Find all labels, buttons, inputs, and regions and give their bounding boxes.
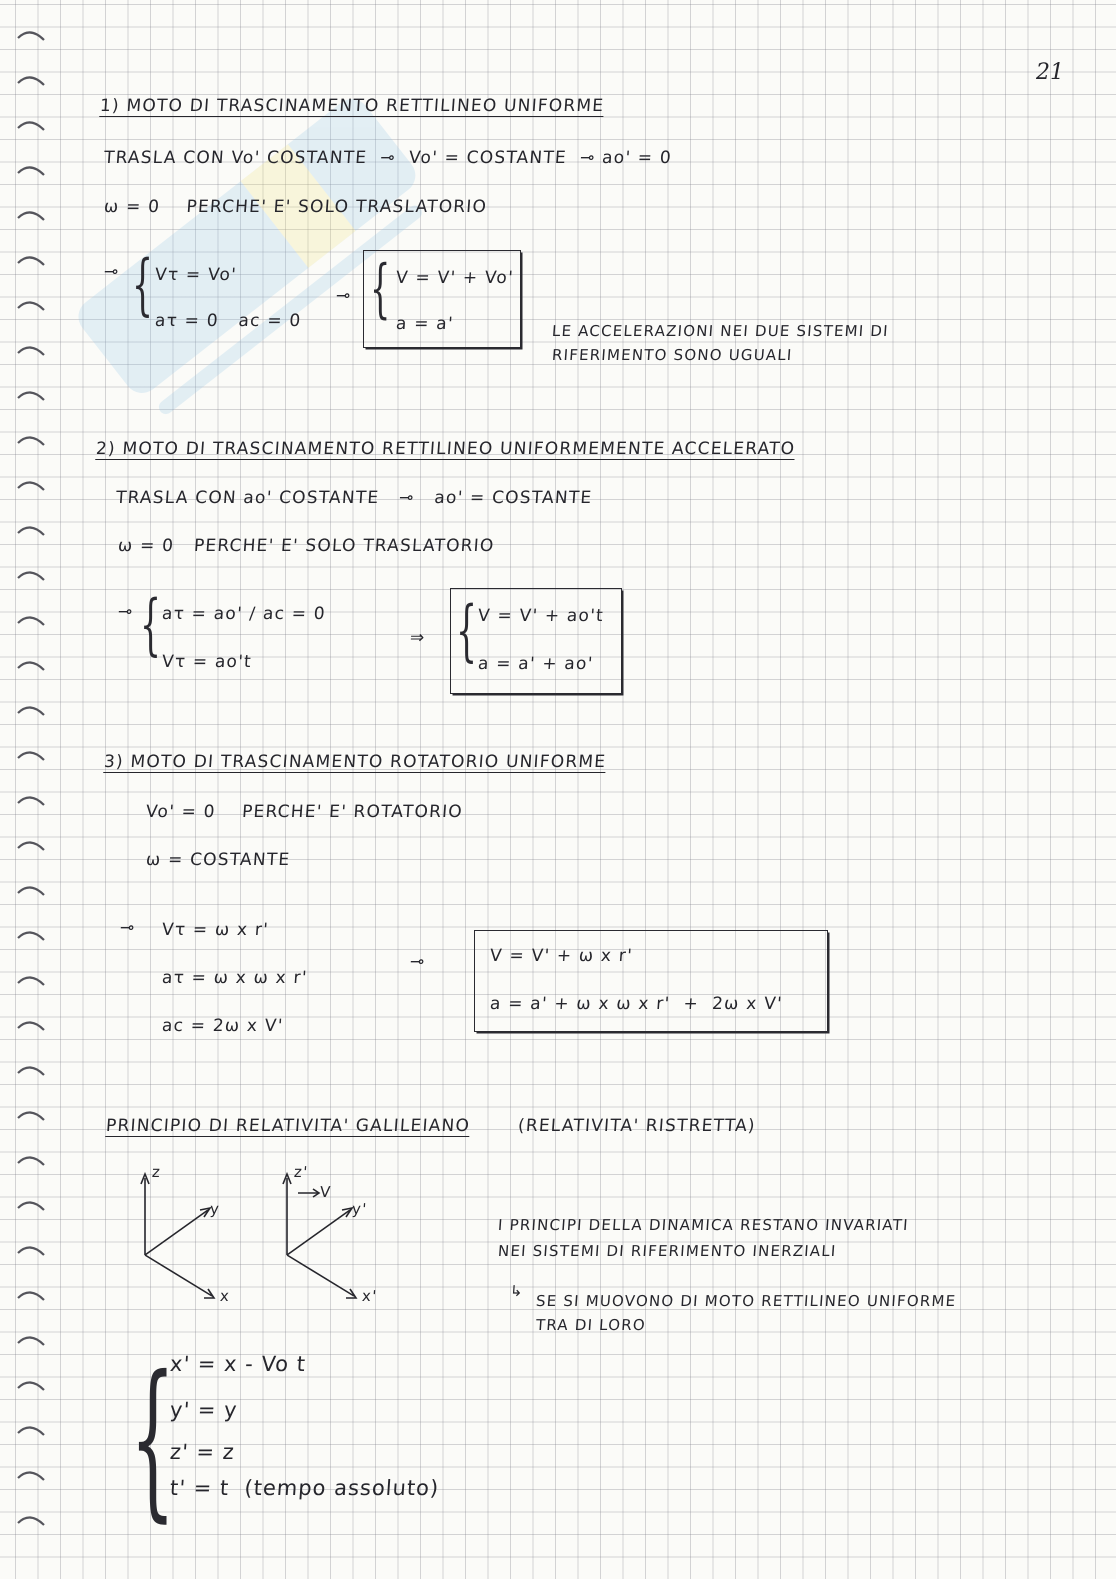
section-1-note-line-2: RIFERIMENTO SONO UGUALI <box>551 346 794 364</box>
implies-arrow: ⊸ <box>103 262 121 282</box>
section-1-note-line-1: LE ACCELERAZIONI NEI DUE SISTEMI DI <box>551 322 890 340</box>
section-3-system-row-1: Vτ = ω x r' <box>161 920 270 940</box>
section-4-condition-line-1: SE SI MUOVONO DI MOTO RETTILINEO UNIFORME <box>535 1292 957 1310</box>
implies-arrow: ⇒ <box>409 628 427 648</box>
sub-arrow: ↳ <box>509 1282 525 1300</box>
implies-arrow: ⊸ <box>409 952 427 972</box>
implies-arrow: ⊸ <box>117 602 135 622</box>
section-4-condition-line-2: TRA DI LORO <box>535 1316 647 1334</box>
brace-left: { <box>132 246 153 323</box>
section-2-system-row-2: Vτ = ao't <box>161 652 253 672</box>
galilean-transform-y: y' = y <box>169 1398 239 1422</box>
section-2-result-row-1: V = V' + ao't <box>477 606 605 626</box>
section-1-system-row-1: Vτ = Vo' <box>154 265 238 285</box>
section-4-statement-line-2: NEI SISTEMI DI RIFERIMENTO INERZIALI <box>497 1242 838 1260</box>
section-2-title: 2) MOTO DI TRASCINAMENTO RETTILINEO UNIFORMEMENTE ACCELERATO <box>95 439 796 459</box>
page-number: 21 <box>1036 60 1064 85</box>
galilean-transform-z: z' = z <box>169 1440 236 1464</box>
axis-label-z-prime: z' <box>293 1163 310 1181</box>
section-2-line-1: TRASLA CON ao' COSTANTE ⊸ ao' = COSTANTE <box>115 488 593 508</box>
section-4-title: PRINCIPIO DI RELATIVITA' GALILEIANO <box>105 1116 471 1136</box>
section-3-system-row-2: aτ = ω x ω x r' <box>161 968 309 988</box>
section-4-subtitle: (RELATIVITA' RISTRETTA) <box>517 1116 757 1136</box>
brace-left: { <box>456 592 477 669</box>
axis-label-x: x <box>219 1287 231 1305</box>
axis-label-y-prime: y' <box>351 1200 369 1218</box>
section-2-system-row-1: aτ = ao' / ac = 0 <box>161 604 327 624</box>
galilean-transform-t: t' = t (tempo assoluto) <box>169 1476 441 1500</box>
axis-label-z: z <box>151 1163 162 1181</box>
brace-left: { <box>130 1340 176 1538</box>
section-3-result-row-2: a = a' + ω x ω x r' + 2ω x V' <box>489 994 784 1014</box>
section-1-line-2: ω = 0 PERCHE' E' SOLO TRASLATORIO <box>103 197 488 217</box>
section-1-system-row-2: aτ = 0 ac = 0 <box>154 311 303 331</box>
velocity-label: V <box>319 1183 333 1201</box>
section-3-line-2: ω = COSTANTE <box>145 850 291 870</box>
axis-label-y: y <box>209 1200 221 1218</box>
implies-arrow: ⊸ <box>119 918 137 938</box>
section-3-title: 3) MOTO DI TRASCINAMENTO ROTATORIO UNIFORME <box>103 752 607 772</box>
section-1-title: 1) MOTO DI TRASCINAMENTO RETTILINEO UNIFORME <box>99 96 605 116</box>
implies-arrow: ⊸ <box>335 286 353 306</box>
reference-frame-axes <box>130 1160 250 1310</box>
section-2-result-row-2: a = a' + ao' <box>477 654 595 674</box>
section-1-result-row-2: a = a' <box>395 314 455 334</box>
brace-left: { <box>140 586 161 663</box>
axis-label-x-prime: x' <box>361 1287 379 1305</box>
galilean-transform-x: x' = x - Vo t <box>169 1352 307 1376</box>
section-1-line-1: TRASLA CON Vo' COSTANTE ⊸ Vo' = COSTANTE ⊸ ao' = 0 <box>103 148 673 168</box>
section-3-line-1: Vo' = 0 PERCHE' E' ROTATORIO <box>145 802 464 822</box>
section-4-statement-line-1: I PRINCIPI DELLA DINAMICA RESTANO INVARIATI <box>497 1216 910 1234</box>
section-2-line-2: ω = 0 PERCHE' E' SOLO TRASLATORIO <box>117 536 496 556</box>
brace-left: { <box>370 252 391 326</box>
section-3-result-row-1: V = V' + ω x r' <box>489 946 634 966</box>
section-1-result-row-1: V = V' + Vo' <box>395 268 515 288</box>
section-3-system-row-3: ac = 2ω x V' <box>161 1016 285 1036</box>
